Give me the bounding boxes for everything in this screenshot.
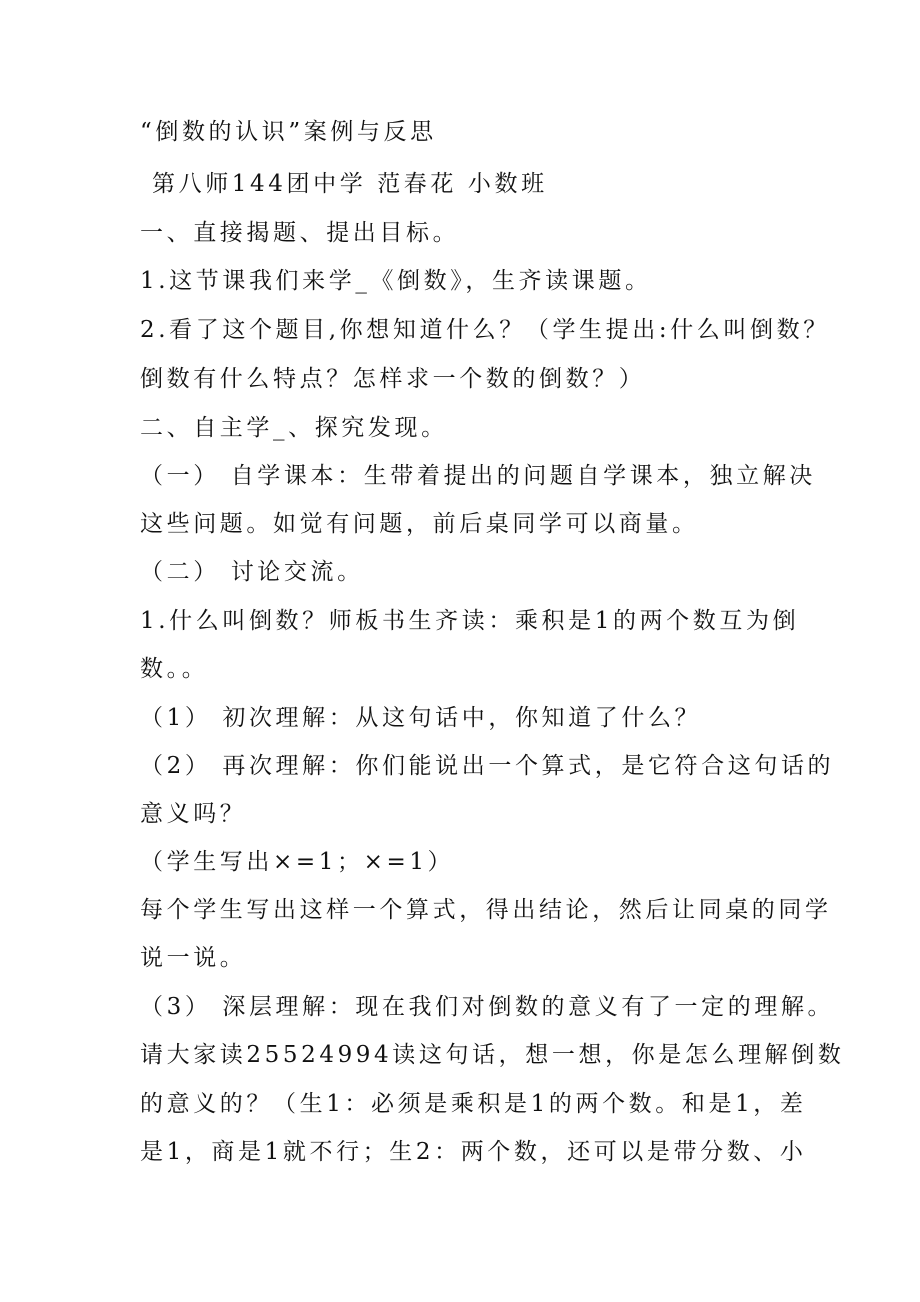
paragraph-line: （3） 深层理解：现在我们对倒数的意义有了一定的理解。 bbox=[140, 994, 835, 1020]
paragraph-line: 请大家读25524994读这句话，想一想，你是怎么理解倒数 bbox=[140, 1042, 845, 1068]
paragraph-line: （2） 再次理解：你们能说出一个算式，是它符合这句话的 bbox=[140, 753, 835, 779]
paragraph-line: 倒数有什么特点？怎样求一个数的倒数？） bbox=[140, 366, 646, 392]
paragraph-line: 2.看了这个题目,你想知道什么？（学生提出:什么叫倒数？ bbox=[140, 317, 830, 343]
section-heading: 二、自主学_、探究发现。 bbox=[140, 415, 448, 441]
doc-title: “倒数的认识”案例与反思 bbox=[140, 119, 437, 145]
paragraph-line: 的意义的？（生1：必须是乘积是1的两个数。和是1，差 bbox=[140, 1091, 807, 1117]
paragraph-line: （一） 自学课本：生带着提出的问题自学课本，独立解决 bbox=[140, 463, 816, 489]
section-heading: 一、直接揭题、提出目标。 bbox=[140, 220, 460, 246]
paragraph-line: 每个学生写出这样一个算式，得出结论，然后让同桌的同学 bbox=[140, 897, 832, 923]
paragraph-line: 数。。 bbox=[140, 656, 209, 682]
paragraph-line: 是1，商是1就不行；生2：两个数，还可以是带分数、小 bbox=[140, 1139, 807, 1165]
paragraph-line: 说一说。 bbox=[140, 945, 247, 971]
paragraph-line: 1.这节课我们来学_《倒数》，生齐读课题。 bbox=[140, 268, 652, 294]
paragraph-line: （学生写出×=1；×=1） bbox=[140, 849, 455, 875]
doc-author-line: 第八师144团中学 范春花 小数班 bbox=[152, 171, 548, 197]
paragraph-line: （1） 初次理解：从这句话中，你知道了什么？ bbox=[140, 705, 702, 731]
subsection-heading: （二） 讨论交流。 bbox=[140, 559, 364, 585]
paragraph-line: 1.什么叫倒数？师板书生齐读：乘积是1的两个数互为倒 bbox=[140, 608, 800, 634]
paragraph-line: 这些问题。如觉有问题，前后桌同学可以商量。 bbox=[140, 511, 699, 537]
paragraph-line: 意义吗？ bbox=[140, 801, 247, 827]
